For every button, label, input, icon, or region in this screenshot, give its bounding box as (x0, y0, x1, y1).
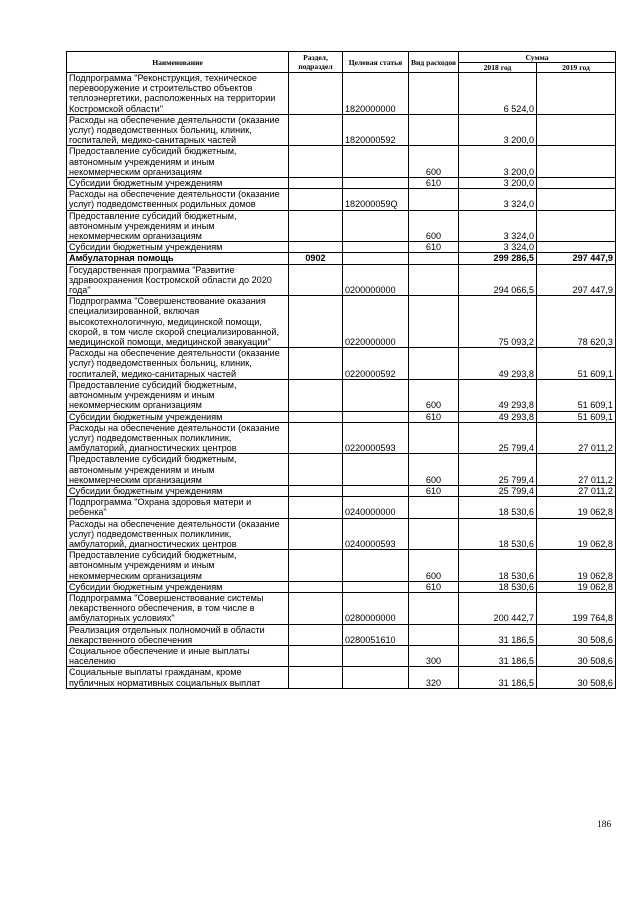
cell-section (289, 645, 343, 666)
cell-name: Субсидии бюджетным учреждениям (67, 485, 289, 496)
cell-expense-type (409, 73, 459, 115)
table-row (67, 411, 616, 422)
cell-target-article: 1820000000 (343, 73, 409, 115)
cell-sum-2018: 49 293,8 (459, 379, 537, 411)
cell-target-article: 0240000593 (343, 518, 409, 550)
cell-sum-2019: 30 508,6 (537, 667, 616, 688)
cell-name: Предоставление субсидий бюджетным, автономным учреждениям и иным некоммерческим организациям (67, 379, 289, 411)
cell-section (289, 454, 343, 486)
cell-expense-type (409, 592, 459, 624)
header-section: Раздел, подраздел (289, 52, 343, 73)
cell-name: Подпрограмма "Совершенствование системы лекарственного обеспечения, в том числе в амбулаторных условиях" (67, 592, 289, 624)
cell-target-article (343, 581, 409, 592)
budget-table (66, 51, 616, 689)
cell-sum-2019: 51 609,1 (537, 379, 616, 411)
cell-sum-2018: 294 066,5 (459, 264, 537, 296)
cell-sum-2018: 25 799,4 (459, 454, 537, 486)
cell-sum-2018: 3 200,0 (459, 114, 537, 146)
cell-target-article (343, 411, 409, 422)
table-row (67, 73, 616, 115)
cell-expense-type (409, 296, 459, 348)
cell-section (289, 497, 343, 518)
cell-name: Субсидии бюджетным учреждениям (67, 242, 289, 253)
cell-name: Расходы на обеспечение деятельности (оказание услуг) подведомственных поликлиник, амбулаторий, диагностических центров (67, 518, 289, 550)
cell-target-article: 182000059Q (343, 189, 409, 210)
cell-expense-type: 320 (409, 667, 459, 688)
cell-name: Подпрограмма "Совершенствование оказания специализированной, включая высокотехнологичную, медицинской помощи, скорой, в том числе скорой специализированной, медицинской помощи, медицинской эвакуации" (67, 296, 289, 348)
cell-section: 0902 (289, 253, 343, 264)
cell-target-article: 0220000000 (343, 296, 409, 348)
cell-target-article (343, 178, 409, 189)
cell-sum-2019: 51 609,1 (537, 348, 616, 380)
cell-section (289, 592, 343, 624)
cell-sum-2018: 3 324,0 (459, 242, 537, 253)
cell-target-article (343, 242, 409, 253)
cell-sum-2018: 18 530,6 (459, 550, 537, 582)
cell-section (289, 189, 343, 210)
cell-section (289, 550, 343, 582)
cell-sum-2019: 297 447,9 (537, 264, 616, 296)
cell-section (289, 73, 343, 115)
cell-expense-type: 600 (409, 210, 459, 242)
cell-sum-2018: 18 530,6 (459, 518, 537, 550)
cell-expense-type (409, 422, 459, 454)
table-row (67, 497, 616, 518)
cell-sum-2018: 299 286,5 (459, 253, 537, 264)
cell-sum-2018: 3 324,0 (459, 189, 537, 210)
cell-target-article: 0280051610 (343, 624, 409, 645)
cell-section (289, 348, 343, 380)
cell-section (289, 422, 343, 454)
cell-sum-2018: 31 186,5 (459, 624, 537, 645)
cell-name: Предоставление субсидий бюджетным, автономным учреждениям и иным некоммерческим организациям (67, 146, 289, 178)
table-row (67, 645, 616, 666)
cell-sum-2018: 3 324,0 (459, 210, 537, 242)
cell-target-article: 0200000000 (343, 264, 409, 296)
table-row (67, 518, 616, 550)
cell-sum-2018: 3 200,0 (459, 178, 537, 189)
cell-expense-type (409, 518, 459, 550)
cell-name: Социальное обеспечение и иные выплаты населению (67, 645, 289, 666)
cell-name: Расходы на обеспечение деятельности (оказание услуг) подведомственных родильных домов (67, 189, 289, 210)
cell-sum-2018: 31 186,5 (459, 667, 537, 688)
cell-expense-type (409, 264, 459, 296)
cell-target-article (343, 550, 409, 582)
cell-expense-type (409, 114, 459, 146)
cell-expense-type (409, 253, 459, 264)
table-row (67, 485, 616, 496)
cell-section (289, 114, 343, 146)
header-target-article: Целевая статья (343, 52, 409, 73)
cell-name: Расходы на обеспечение деятельности (оказание услуг) подведомственных больниц, клиник, госпиталей, медико-санитарных частей (67, 348, 289, 380)
table-row (67, 114, 616, 146)
cell-sum-2019 (537, 114, 616, 146)
cell-sum-2018: 18 530,6 (459, 581, 537, 592)
cell-expense-type: 610 (409, 485, 459, 496)
cell-section (289, 411, 343, 422)
cell-section (289, 178, 343, 189)
page-number: 186 (597, 820, 612, 830)
cell-target-article: 0280000000 (343, 592, 409, 624)
cell-target-article (343, 454, 409, 486)
cell-expense-type: 600 (409, 454, 459, 486)
cell-name: Подпрограмма "Реконструкция, техническое перевооружение и строительство объектов теплоэнергетики, расположенных на территории Костромской области" (67, 73, 289, 115)
cell-name: Субсидии бюджетным учреждениям (67, 411, 289, 422)
table-row (67, 454, 616, 486)
table-header (67, 52, 616, 73)
cell-expense-type: 600 (409, 550, 459, 582)
cell-sum-2019: 297 447,9 (537, 253, 616, 264)
cell-sum-2019: 30 508,6 (537, 624, 616, 645)
cell-name: Расходы на обеспечение деятельности (оказание услуг) подведомственных поликлиник, амбулаторий, диагностических центров (67, 422, 289, 454)
cell-sum-2018: 18 530,6 (459, 497, 537, 518)
cell-target-article: 1820000592 (343, 114, 409, 146)
cell-name: Предоставление субсидий бюджетным, автономным учреждениям и иным некоммерческим организациям (67, 550, 289, 582)
cell-sum-2019: 51 609,1 (537, 411, 616, 422)
cell-section (289, 518, 343, 550)
cell-section (289, 146, 343, 178)
table-row (67, 581, 616, 592)
cell-name: Предоставление субсидий бюджетным, автономным учреждениям и иным некоммерческим организациям (67, 454, 289, 486)
cell-expense-type: 600 (409, 379, 459, 411)
table-row (67, 296, 616, 348)
header-expense-type: Вид расходов (409, 52, 459, 73)
table-row (67, 242, 616, 253)
cell-expense-type: 610 (409, 581, 459, 592)
table-body (67, 73, 616, 689)
cell-expense-type: 610 (409, 411, 459, 422)
cell-expense-type: 610 (409, 242, 459, 253)
cell-target-article: 0240000000 (343, 497, 409, 518)
cell-sum-2019 (537, 242, 616, 253)
table-row (67, 178, 616, 189)
cell-section (289, 667, 343, 688)
table-row (67, 210, 616, 242)
cell-sum-2019 (537, 73, 616, 115)
cell-name: Подпрограмма "Охрана здоровья матери и ребенка" (67, 497, 289, 518)
cell-target-article: 0220000592 (343, 348, 409, 380)
cell-target-article: 0220000593 (343, 422, 409, 454)
header-year-2019: 2019 год (537, 63, 616, 73)
cell-sum-2019: 19 062,8 (537, 497, 616, 518)
table-row (67, 624, 616, 645)
cell-expense-type (409, 624, 459, 645)
cell-section (289, 264, 343, 296)
cell-expense-type: 600 (409, 146, 459, 178)
cell-expense-type (409, 497, 459, 518)
cell-sum-2019 (537, 189, 616, 210)
table-row (67, 592, 616, 624)
cell-expense-type: 610 (409, 178, 459, 189)
cell-name: Реализация отдельных полномочий в области лекарственного обеспечения (67, 624, 289, 645)
header-sum: Сумма (459, 52, 616, 63)
cell-expense-type: 300 (409, 645, 459, 666)
cell-sum-2019: 19 062,8 (537, 518, 616, 550)
cell-sum-2018: 25 799,4 (459, 485, 537, 496)
table-row (67, 348, 616, 380)
cell-section (289, 242, 343, 253)
cell-target-article (343, 379, 409, 411)
cell-target-article (343, 645, 409, 666)
cell-sum-2019 (537, 146, 616, 178)
cell-sum-2019: 19 062,8 (537, 581, 616, 592)
cell-sum-2018: 31 186,5 (459, 645, 537, 666)
table-row (67, 146, 616, 178)
cell-sum-2019: 78 620,3 (537, 296, 616, 348)
cell-target-article (343, 485, 409, 496)
cell-name: Субсидии бюджетным учреждениям (67, 178, 289, 189)
cell-section (289, 296, 343, 348)
table-row (67, 379, 616, 411)
header-year-2018: 2018 год (459, 63, 537, 73)
cell-sum-2019: 30 508,6 (537, 645, 616, 666)
table-row (67, 189, 616, 210)
cell-section (289, 581, 343, 592)
cell-name: Амбулаторная помощь (67, 253, 289, 264)
cell-target-article (343, 667, 409, 688)
header-name: Наименование (67, 52, 289, 73)
table-row (67, 264, 616, 296)
table-row (67, 550, 616, 582)
cell-section (289, 379, 343, 411)
cell-expense-type (409, 189, 459, 210)
cell-target-article (343, 210, 409, 242)
cell-section (289, 485, 343, 496)
cell-sum-2018: 3 200,0 (459, 146, 537, 178)
cell-expense-type (409, 348, 459, 380)
cell-sum-2018: 49 293,8 (459, 411, 537, 422)
cell-sum-2019: 27 011,2 (537, 422, 616, 454)
cell-sum-2019: 19 062,8 (537, 550, 616, 582)
cell-sum-2019: 199 764,8 (537, 592, 616, 624)
cell-sum-2019: 27 011,2 (537, 485, 616, 496)
cell-target-article (343, 146, 409, 178)
cell-sum-2018: 6 524,0 (459, 73, 537, 115)
cell-section (289, 624, 343, 645)
cell-name: Социальные выплаты гражданам, кроме публичных нормативных социальных выплат (67, 667, 289, 688)
cell-sum-2019 (537, 210, 616, 242)
cell-sum-2018: 25 799,4 (459, 422, 537, 454)
cell-sum-2018: 200 442,7 (459, 592, 537, 624)
cell-name: Государственная программа "Развитие здравоохранения Костромской области до 2020 года" (67, 264, 289, 296)
cell-name: Расходы на обеспечение деятельности (оказание услуг) подведомственных больниц, клиник, госпиталей, медико-санитарных частей (67, 114, 289, 146)
table-row (67, 253, 616, 264)
table-row (67, 667, 616, 688)
cell-sum-2019 (537, 178, 616, 189)
cell-target-article (343, 253, 409, 264)
cell-name: Субсидии бюджетным учреждениям (67, 581, 289, 592)
table-row (67, 422, 616, 454)
cell-sum-2018: 75 093,2 (459, 296, 537, 348)
cell-sum-2018: 49 293,8 (459, 348, 537, 380)
cell-sum-2019: 27 011,2 (537, 454, 616, 486)
cell-section (289, 210, 343, 242)
cell-name: Предоставление субсидий бюджетным, автономным учреждениям и иным некоммерческим организациям (67, 210, 289, 242)
